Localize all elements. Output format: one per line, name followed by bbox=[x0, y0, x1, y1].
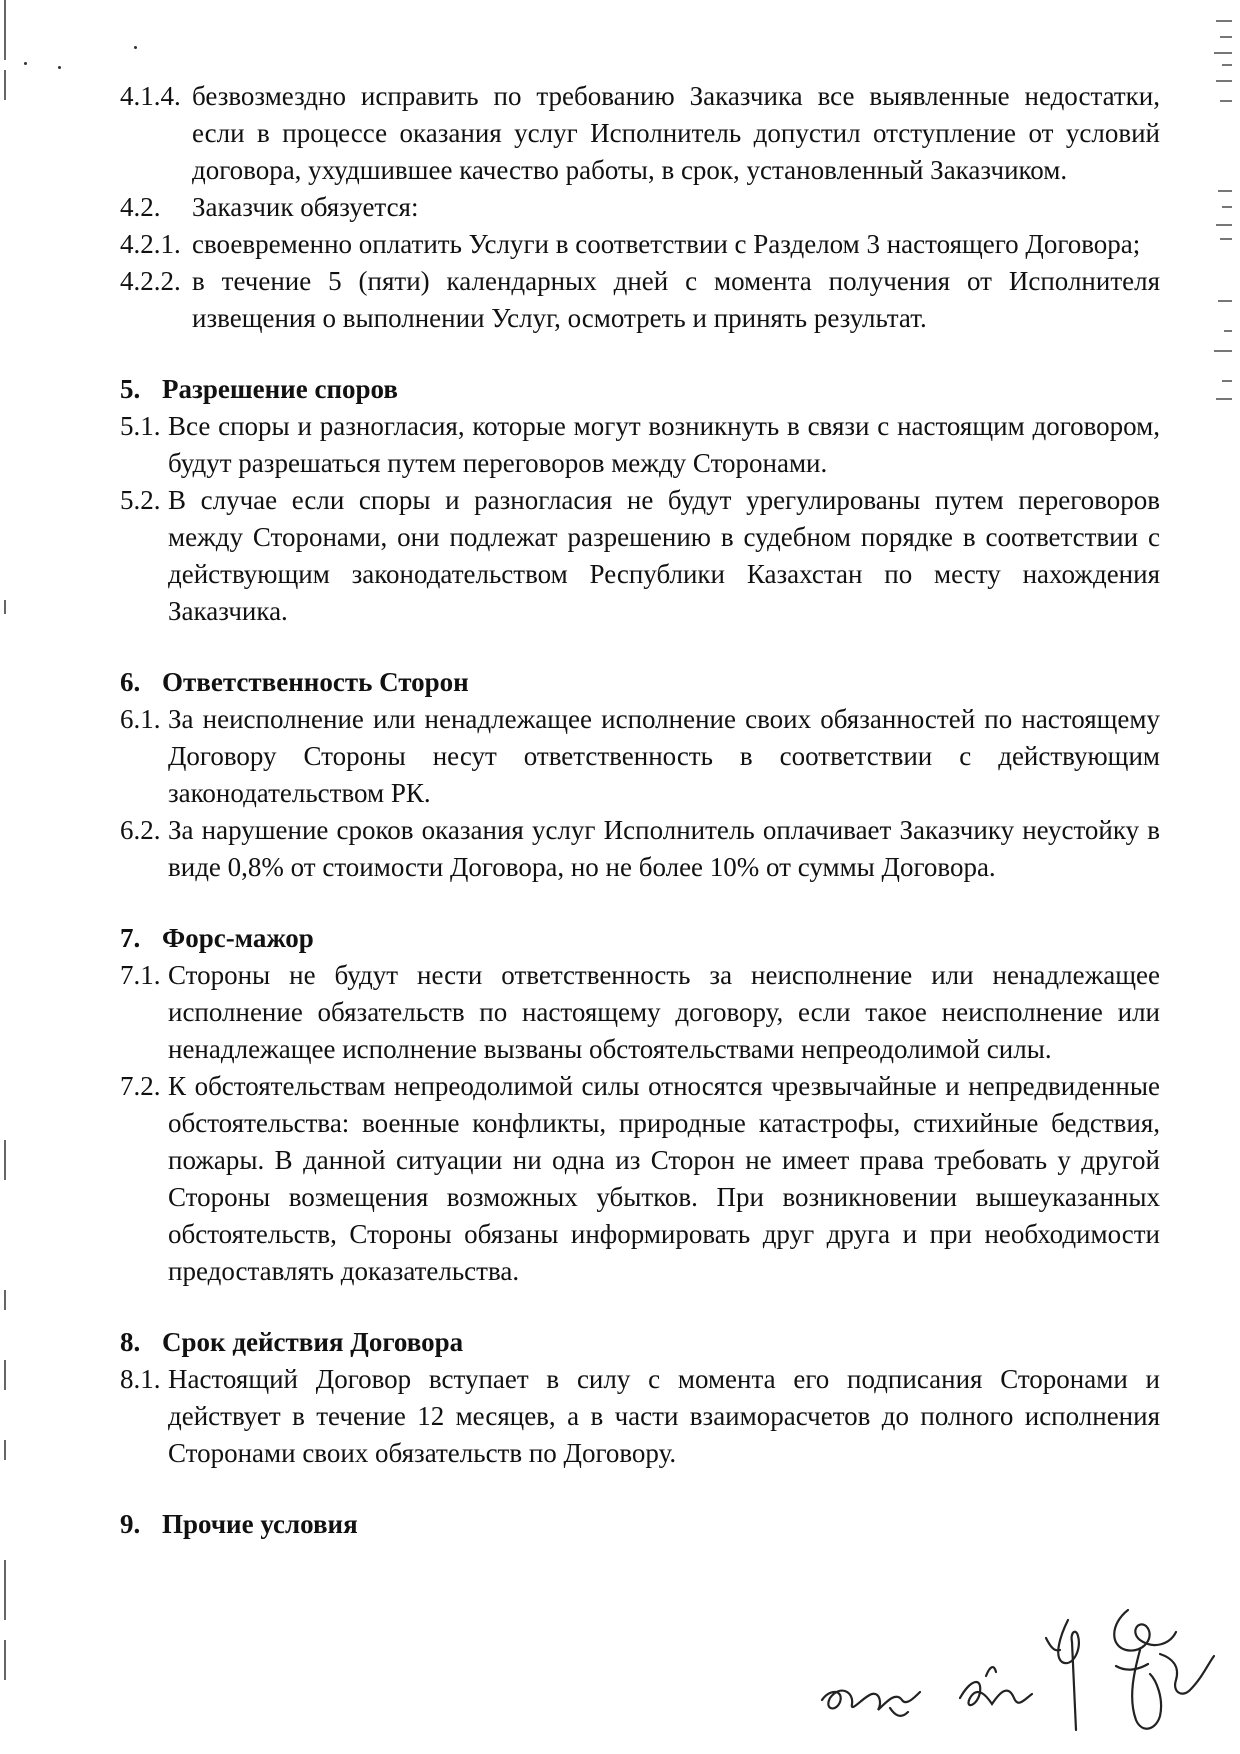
section-number: 5. bbox=[120, 374, 141, 404]
clause-number: 4.1.4. bbox=[120, 81, 181, 111]
section-heading bbox=[120, 920, 1160, 957]
section-title: Форс-мажор bbox=[162, 923, 314, 953]
clause bbox=[120, 263, 1160, 337]
clause-text: В случае если споры и разногласия не будут урегулированы путем переговоров между Сторонами, они подлежат разрешению в судебном порядке в соответствии с действующим законодательством Республики Казахстан по месту нахождения Заказчика. bbox=[168, 485, 1160, 626]
clause-number: 7.1. bbox=[120, 960, 161, 990]
section-number: 8. bbox=[120, 1327, 141, 1357]
section-title: Разрешение споров bbox=[162, 374, 398, 404]
clause bbox=[120, 226, 1160, 263]
clause bbox=[120, 957, 1160, 1068]
scan-edge-right bbox=[1202, 0, 1232, 1754]
clause-text: Все споры и разногласия, которые могут возникнуть в связи с настоящим договором, будут разрешаться путем переговоров между Сторонами. bbox=[168, 411, 1160, 478]
scan-dot bbox=[134, 46, 137, 49]
section-heading bbox=[120, 1506, 1160, 1543]
clause-text: Стороны не будут нести ответственность за неисполнение или ненадлежащее исполнение обязательств по настоящему договору, если такое неисполнение или ненадлежащее исполнение вызваны обстоятельствами непреодолимой силы. bbox=[168, 960, 1160, 1064]
clause-text: безвозмездно исправить по требованию Заказчика все выявленные недостатки, если в процессе оказания услуг Исполнитель допустил отступление от условий договора, ухудшившее качество работы, в срок, установленный Заказчиком. bbox=[192, 81, 1160, 185]
clause-number: 8.1. bbox=[120, 1364, 161, 1394]
clause-text: своевременно оплатить Услуги в соответствии с Разделом 3 настоящего Договора; bbox=[192, 229, 1141, 259]
section-heading bbox=[120, 371, 1160, 408]
handwritten-signatures bbox=[810, 1580, 1230, 1750]
clause-number: 4.2. bbox=[120, 192, 161, 222]
clause bbox=[120, 701, 1160, 812]
clause-text: За нарушение сроков оказания услуг Исполнитель оплачивает Заказчику неустойку в виде 0,8% от стоимости Договора, но не более 10% от суммы Договора. bbox=[168, 815, 1160, 882]
scan-dot bbox=[58, 66, 61, 69]
clause-number: 4.2.1. bbox=[120, 229, 181, 259]
section-number: 9. bbox=[120, 1509, 141, 1539]
clause bbox=[120, 1361, 1160, 1472]
clause bbox=[120, 1068, 1160, 1290]
clause-text: в течение 5 (пяти) календарных дней с момента получения от Исполнителя извещения о выполнении Услуг, осмотреть и принять результат. bbox=[192, 266, 1160, 333]
document-body bbox=[120, 78, 1160, 1543]
section-heading bbox=[120, 664, 1160, 701]
clause-text: Заказчик обязуется: bbox=[192, 192, 419, 222]
clause-number: 7.2. bbox=[120, 1071, 161, 1101]
clause-number: 5.1. bbox=[120, 411, 161, 441]
clause-text: К обстоятельствам непреодолимой силы относятся чрезвычайные и непредвиденные обстоятельства: военные конфликты, природные катастрофы, стихийные бедствия, пожары. В данной ситуации ни одна из Сторон не имеет права требовать у другой Стороны возмещения возможных убытков. При возникновении вышеуказанных обстоятельств, Стороны обязаны информировать друг друга и при необходимости предоставлять доказательства. bbox=[168, 1071, 1160, 1286]
clause bbox=[120, 78, 1160, 189]
section-heading bbox=[120, 1324, 1160, 1361]
scan-dot bbox=[24, 62, 27, 65]
clause-number: 4.2.2. bbox=[120, 266, 181, 296]
section-title: Прочие условия bbox=[162, 1509, 358, 1539]
clause bbox=[120, 812, 1160, 886]
clause-number: 6.1. bbox=[120, 704, 161, 734]
section-number: 6. bbox=[120, 667, 141, 697]
clause-text: За неисполнение или ненадлежащее исполнение своих обязанностей по настоящему Договору Стороны несут ответственность в соответствии с действующим законодательством РК. bbox=[168, 704, 1160, 808]
section-title: Срок действия Договора bbox=[162, 1327, 464, 1357]
clause-number: 5.2. bbox=[120, 485, 161, 515]
section-title: Ответственность Сторон bbox=[162, 667, 469, 697]
clause bbox=[120, 482, 1160, 630]
clause bbox=[120, 408, 1160, 482]
section-number: 7. bbox=[120, 923, 141, 953]
clause-text: Настоящий Договор вступает в силу с момента его подписания Сторонами и действует в течение 12 месяцев, а в части взаиморасчетов до полного исполнения Сторонами своих обязательств по Договору. bbox=[168, 1364, 1160, 1468]
clause-number: 6.2. bbox=[120, 815, 161, 845]
clause bbox=[120, 189, 1160, 226]
scan-edge-left bbox=[4, 0, 7, 1754]
